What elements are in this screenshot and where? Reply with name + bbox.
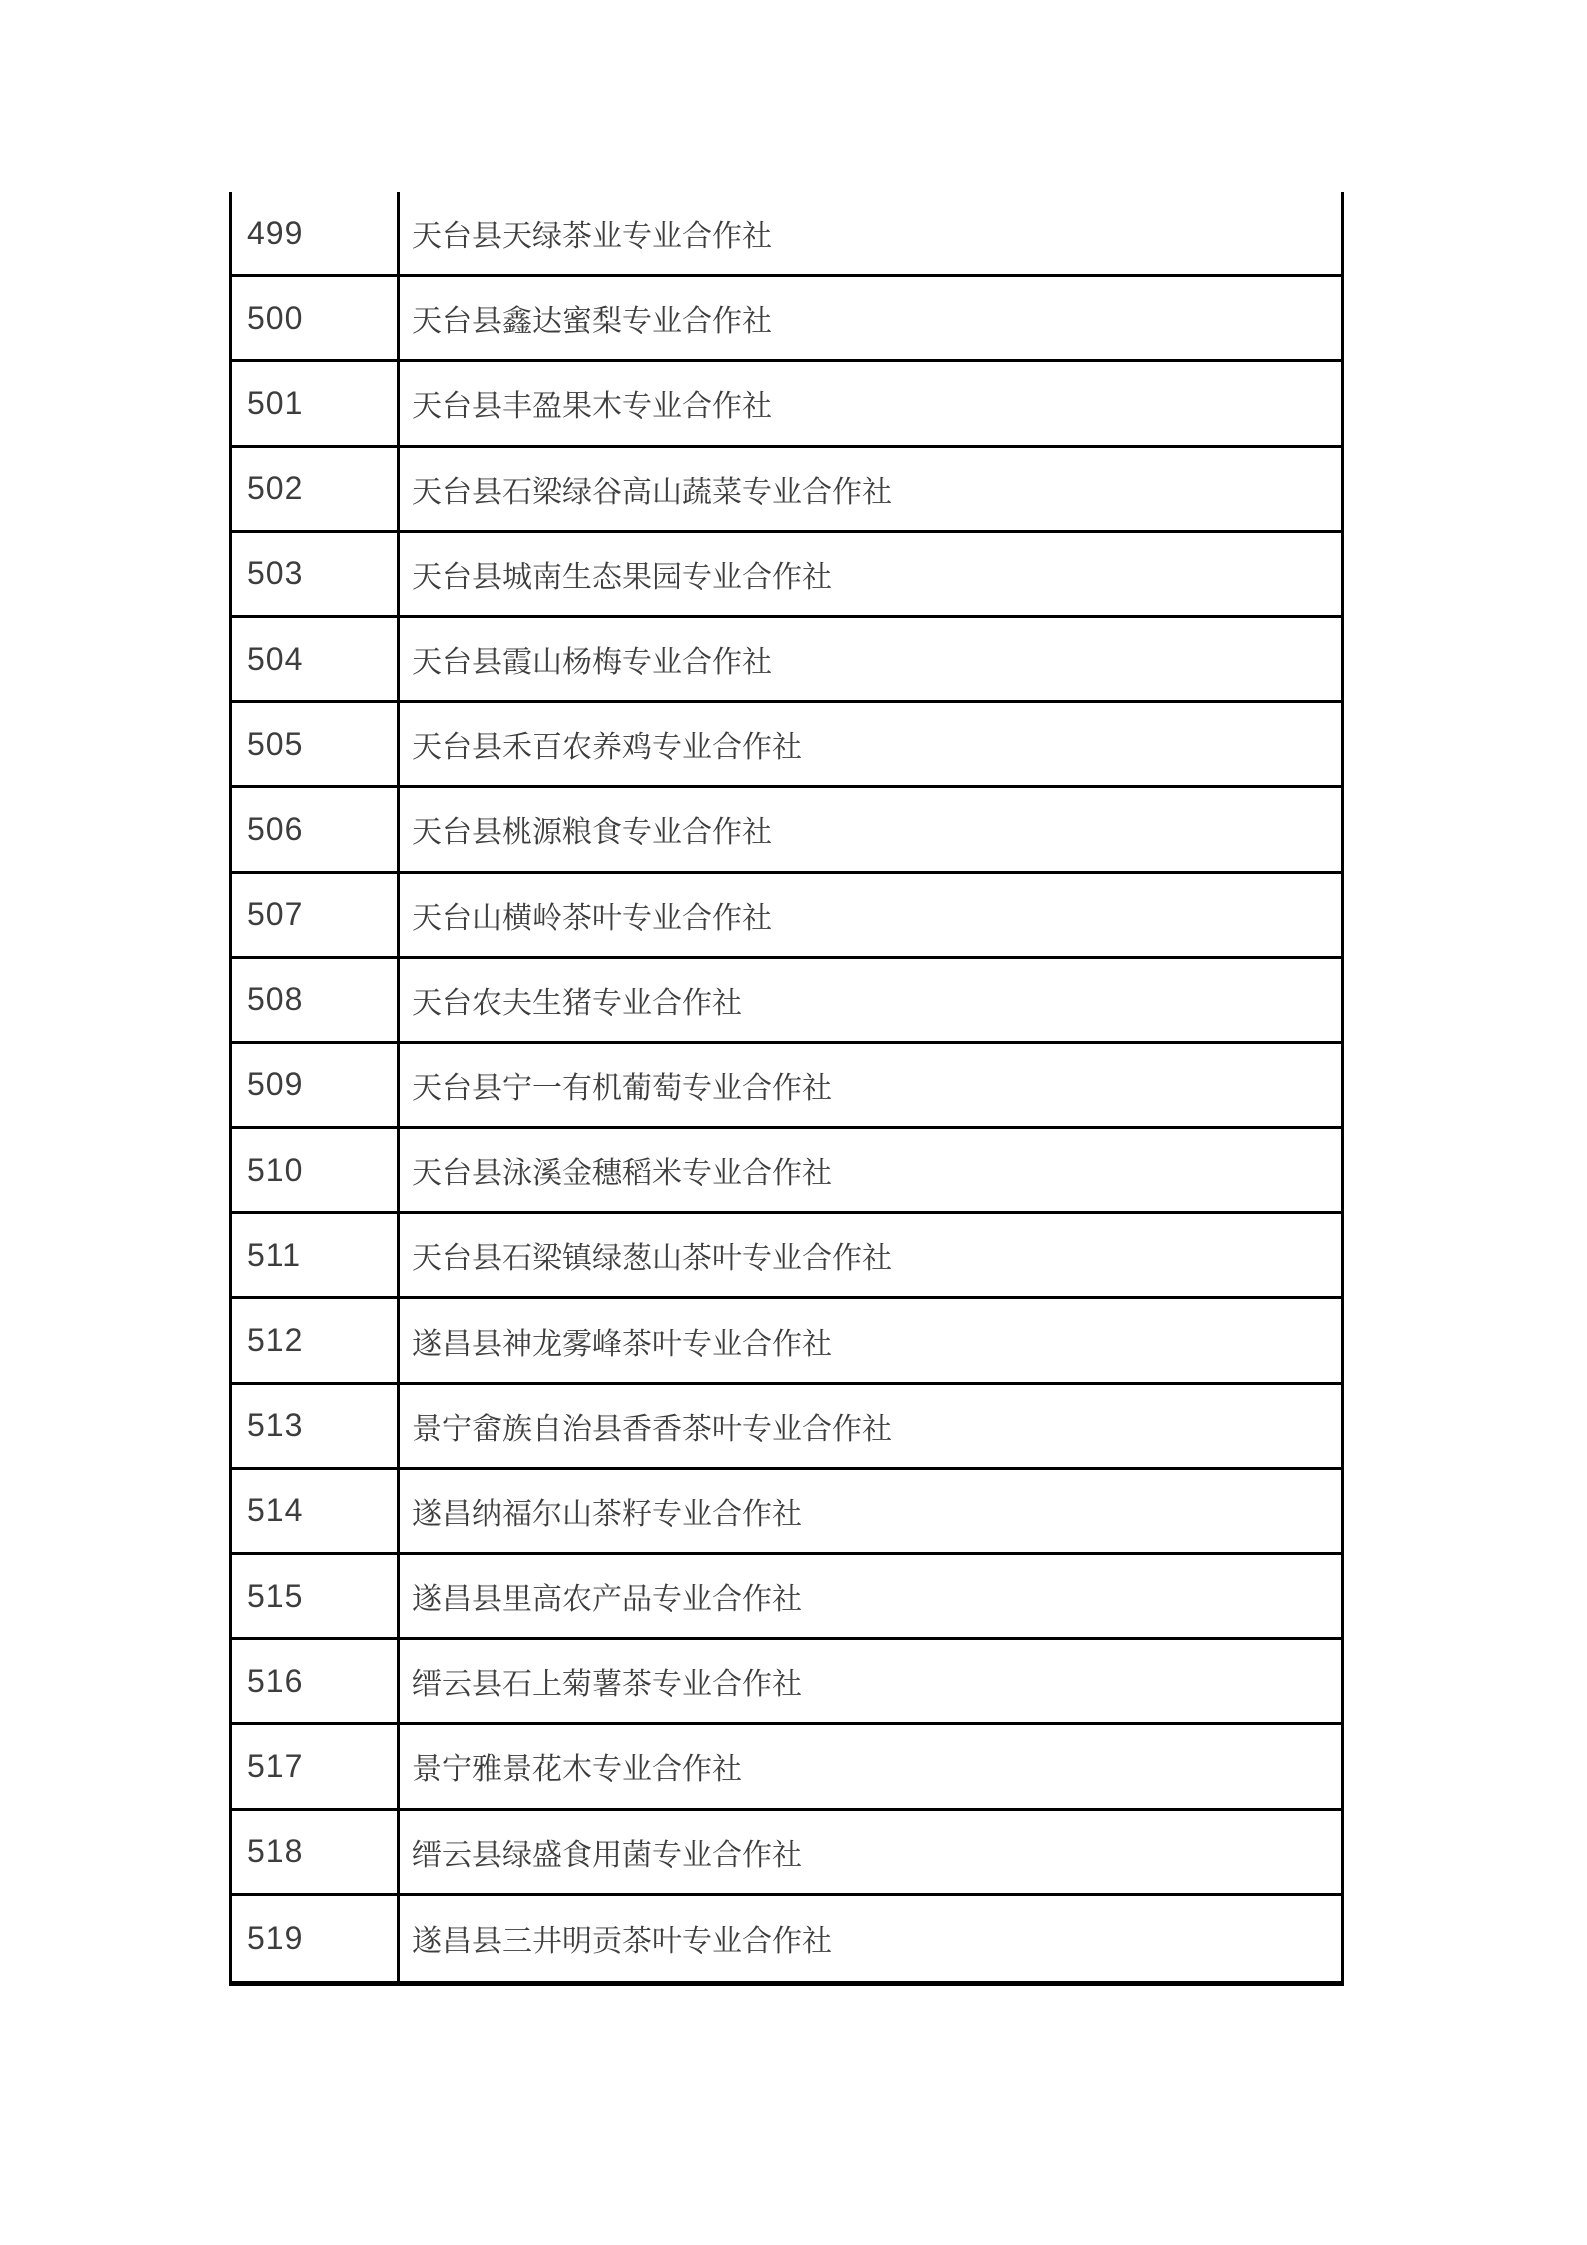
row-number-cell: 508 xyxy=(232,959,400,1041)
cooperative-name-cell: 缙云县石上菊薯茶专业合作社 xyxy=(412,1668,802,1702)
cooperative-name-cell: 天台县霞山杨梅专业合作社 xyxy=(412,646,772,680)
table-row xyxy=(232,1129,1341,1214)
cooperative-name-cell: 天台县天绿茶业专业合作社 xyxy=(412,220,772,254)
row-number-cell: 509 xyxy=(232,1044,400,1126)
table-row xyxy=(232,959,1341,1044)
cooperative-name-cell: 天台县禾百农养鸡专业合作社 xyxy=(412,731,802,765)
row-number-cell: 505 xyxy=(232,703,400,785)
row-number-cell: 507 xyxy=(232,874,400,956)
cooperative-name-cell: 天台县桃源粮食专业合作社 xyxy=(412,816,772,850)
cooperative-name-cell: 景宁畲族自治县香香茶叶专业合作社 xyxy=(412,1412,892,1446)
table-row xyxy=(232,618,1341,703)
row-number-cell: 510 xyxy=(232,1129,400,1211)
table-row xyxy=(232,1896,1341,1981)
cooperative-name-cell: 天台县石梁镇绿葱山茶叶专业合作社 xyxy=(412,1242,892,1276)
table-row xyxy=(232,1470,1341,1555)
table-row xyxy=(232,1640,1341,1725)
table-row xyxy=(232,1725,1341,1810)
cooperative-name-cell: 遂昌纳福尔山茶籽专业合作社 xyxy=(412,1497,802,1531)
cooperative-name-cell: 天台县丰盈果木专业合作社 xyxy=(412,390,772,424)
row-number-cell: 500 xyxy=(232,277,400,359)
row-number-cell: 514 xyxy=(232,1470,400,1552)
cooperative-name-cell: 景宁雅景花木专业合作社 xyxy=(412,1753,742,1787)
cooperative-name-cell: 天台山横岭茶叶专业合作社 xyxy=(412,901,772,935)
table-row xyxy=(232,1811,1341,1896)
table-row xyxy=(232,362,1341,447)
row-number-cell: 517 xyxy=(232,1725,400,1807)
row-number-cell: 519 xyxy=(232,1896,400,1981)
row-number-cell: 501 xyxy=(232,362,400,444)
row-number-cell: 518 xyxy=(232,1811,400,1893)
table-row xyxy=(232,277,1341,362)
table-row xyxy=(232,1385,1341,1470)
table-row xyxy=(232,1214,1341,1299)
row-number-cell: 512 xyxy=(232,1299,400,1381)
cooperative-name-cell: 遂昌县三井明贡茶叶专业合作社 xyxy=(412,1925,832,1959)
cooperative-name-cell: 天台县石梁绿谷高山蔬菜专业合作社 xyxy=(412,475,892,509)
table-row xyxy=(232,533,1341,618)
table-row xyxy=(232,448,1341,533)
row-number-cell: 504 xyxy=(232,618,400,700)
cooperative-name-cell: 天台农夫生猪专业合作社 xyxy=(412,986,742,1020)
cooperative-name-cell: 天台县城南生态果园专业合作社 xyxy=(412,560,832,594)
table-row xyxy=(232,192,1341,277)
row-number-cell: 506 xyxy=(232,788,400,870)
table-row xyxy=(232,788,1341,873)
table-row xyxy=(232,703,1341,788)
table-row xyxy=(232,1299,1341,1384)
row-number-cell: 502 xyxy=(232,448,400,530)
cooperatives-table xyxy=(229,192,1344,1986)
cooperative-name-cell: 天台县宁一有机葡萄专业合作社 xyxy=(412,1071,832,1105)
cooperative-name-cell: 天台县鑫达蜜梨专业合作社 xyxy=(412,305,772,339)
row-number-cell: 513 xyxy=(232,1385,400,1467)
row-number-cell: 511 xyxy=(232,1214,400,1296)
table-row xyxy=(232,874,1341,959)
table-row xyxy=(232,1044,1341,1129)
row-number-cell: 515 xyxy=(232,1555,400,1637)
row-number-cell: 499 xyxy=(232,192,400,274)
cooperative-name-cell: 遂昌县里高农产品专业合作社 xyxy=(412,1583,802,1617)
table-row xyxy=(232,1555,1341,1640)
row-number-cell: 516 xyxy=(232,1640,400,1722)
cooperative-name-cell: 缙云县绿盛食用菌专业合作社 xyxy=(412,1838,802,1872)
cooperative-name-cell: 天台县泳溪金穗稻米专业合作社 xyxy=(412,1157,832,1191)
cooperative-name-cell: 遂昌县神龙雾峰茶叶专业合作社 xyxy=(412,1327,832,1361)
row-number-cell: 503 xyxy=(232,533,400,615)
